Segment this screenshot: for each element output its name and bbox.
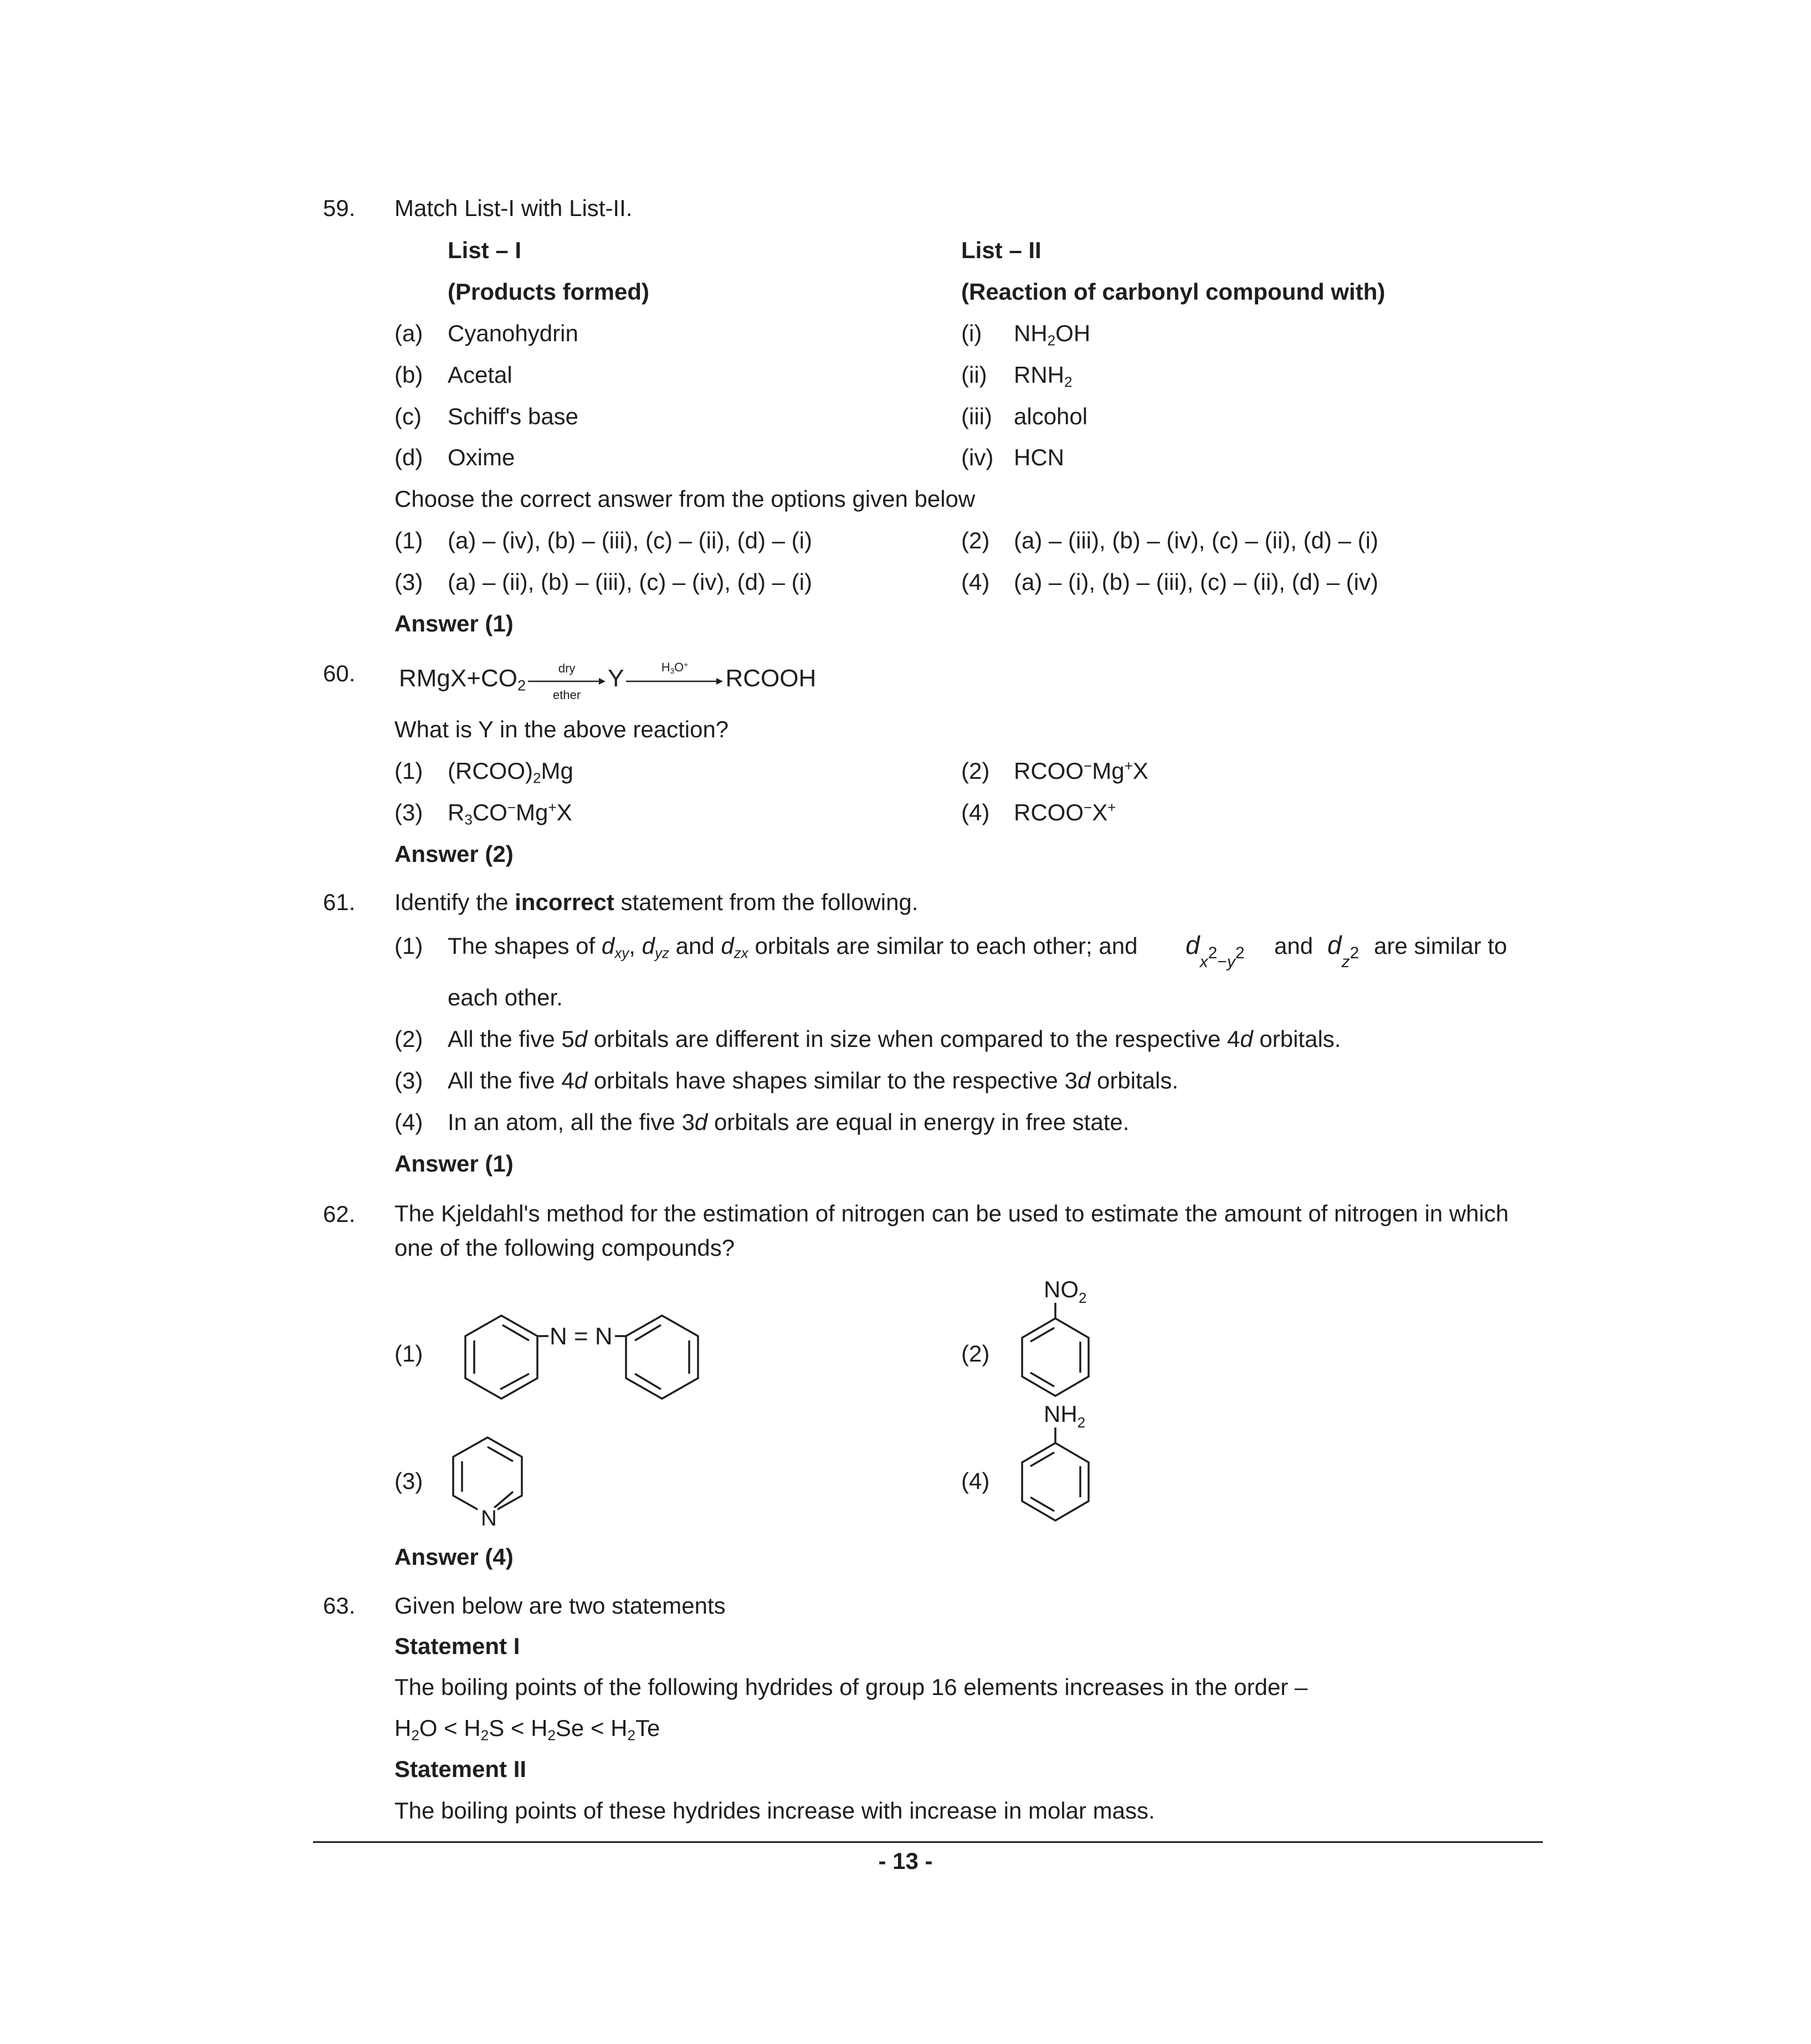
- option-text: and: [1274, 933, 1314, 959]
- option-text: are similar to: [1374, 933, 1507, 959]
- q63-prompt: Given below are two statements: [394, 1593, 726, 1619]
- option-key: (3): [394, 569, 423, 595]
- list1-key: (d): [394, 444, 423, 470]
- q59-prompt: Match List-I with List-II.: [394, 195, 633, 221]
- nitrobenzene-structure: [1014, 1274, 1097, 1407]
- hydride: $H_2S$: [464, 1715, 505, 1744]
- list2-title: List – II: [961, 237, 1042, 263]
- option-key: (4): [961, 1468, 990, 1494]
- q59-choose: Choose the correct answer from the options given below: [394, 486, 976, 512]
- q60-prompt: What is Y in the above reaction?: [394, 716, 729, 742]
- option-key: (2): [394, 1026, 423, 1052]
- list2-item: alcohol: [1014, 403, 1088, 429]
- hydride: $H_2Te$: [610, 1715, 660, 1744]
- aniline-structure: [1014, 1399, 1097, 1532]
- reaction-reactants: $RMgX+CO_2$: [399, 665, 526, 694]
- q61-prompt: Identify the incorrect statement from the following.: [394, 889, 919, 915]
- reaction-arrow-1: dry ether: [528, 671, 606, 688]
- option-key: (3): [394, 799, 423, 825]
- list2-key: (iv): [961, 444, 994, 470]
- list1-item: Schiff's base: [448, 403, 579, 429]
- list2-key: (iii): [961, 403, 992, 429]
- option-text: $(RCOO)_2Mg$: [448, 758, 573, 787]
- list1-item: Oxime: [448, 444, 515, 470]
- q60-number: 60.: [323, 660, 356, 686]
- pyridine-structure: [443, 1435, 532, 1534]
- option-key: (4): [394, 1109, 423, 1135]
- q60-reaction: [399, 660, 817, 702]
- option-text: (a) – (iv), (b) – (iii), (c) – (ii), (d) – (i): [448, 527, 812, 553]
- nitro-group-label: $NO_2$: [1044, 1276, 1087, 1306]
- q61-number: 61.: [323, 889, 356, 915]
- statement-2-text: The boiling points of these hydrides increase with increase in molar mass.: [394, 1798, 1155, 1824]
- q60-answer: Answer (2): [394, 841, 514, 867]
- option-key: (1): [394, 758, 423, 784]
- reaction-arrow-2: $H_3O^+$: [626, 671, 723, 688]
- option-key: (4): [961, 799, 990, 825]
- q62-answer: Answer (4): [394, 1544, 514, 1570]
- option-key: (2): [961, 527, 990, 553]
- boiling-point-order: $H_2O < H_2S < H_2Se < H_2Te$: [394, 1715, 660, 1744]
- option-key: (3): [394, 1468, 423, 1494]
- reaction-intermediate: Y: [608, 665, 624, 692]
- option-text: (a) – (ii), (b) – (iii), (c) – (iv), (d) – (i): [448, 569, 812, 595]
- q62-number: 62.: [323, 1201, 356, 1227]
- list1-key: (a): [394, 320, 423, 346]
- list2-subtitle: (Reaction of carbonyl compound with): [961, 279, 1386, 305]
- option-text: (a) – (iii), (b) – (iv), (c) – (ii), (d) – (i): [1014, 527, 1378, 553]
- option-text: (a) – (i), (b) – (iii), (c) – (ii), (d) – (iv): [1014, 569, 1378, 595]
- q59-answer: Answer (1): [394, 610, 514, 636]
- list1-title: List – I: [448, 237, 522, 263]
- list2-item: HCN: [1014, 444, 1064, 470]
- option-key: (2): [961, 758, 990, 784]
- q63-number: 63.: [323, 1593, 356, 1619]
- option-text: RCOO−Mg+X: [1014, 757, 1148, 784]
- q62-prompt: The Kjeldahl's method for the estimation of nitrogen can be used to estimate the amount of nitrogen in which one of the following compounds?: [394, 1200, 1509, 1261]
- q61-answer: Answer (1): [394, 1151, 514, 1177]
- page-number: - 13 -: [878, 1848, 933, 1874]
- option-key: (3): [394, 1067, 423, 1093]
- amino-group-label: $NH_2$: [1044, 1401, 1086, 1431]
- option-key: (2): [961, 1341, 990, 1367]
- option-text: All the five 5d orbitals are different in size when compared to the respective 4d orbitals.: [448, 1026, 1341, 1052]
- option-text: In an atom, all the five 3d orbitals are equal in energy in free state.: [448, 1109, 1130, 1135]
- statement-1-text: The boiling points of the following hydrides of group 16 elements increases in the order –: [394, 1674, 1308, 1700]
- option-key: (4): [961, 569, 990, 595]
- list2-item: $RNH_2$: [1014, 362, 1073, 391]
- option-text-continued: each other.: [448, 984, 563, 1010]
- list1-item: Acetal: [448, 362, 512, 388]
- option-key: (1): [394, 933, 423, 959]
- list2-key: (i): [961, 320, 982, 346]
- option-key: (1): [394, 1341, 423, 1367]
- d-z2-orbital: $d_{z2}$: [1327, 931, 1359, 971]
- list1-subtitle: (Products formed): [448, 279, 650, 305]
- footer-divider: [313, 1841, 1543, 1843]
- q59-number: 59.: [323, 195, 356, 221]
- option-text: $R_3CO^-Mg^+X$: [448, 799, 572, 828]
- list2-item: $NH_2OH$: [1014, 320, 1091, 349]
- option-text: The shapes of $d_{xy}$, $d_{yz}$ and $d_{zx}$ orbitals are similar to each other; and: [448, 933, 1138, 962]
- azo-group-label: N = N: [550, 1323, 613, 1350]
- list1-key: (c): [394, 403, 422, 429]
- statement-2-title: Statement II: [394, 1756, 527, 1782]
- option-text: All the five 4d orbitals have shapes similar to the respective 3d orbitals.: [448, 1067, 1179, 1093]
- reaction-product: RCOOH: [725, 665, 817, 692]
- hydride: $H_2O$: [394, 1715, 438, 1744]
- ring-nitrogen-label: N: [481, 1506, 497, 1531]
- d-x2-y2-orbital: $d_{x2-y2}$: [1186, 931, 1245, 971]
- list2-key: (ii): [961, 362, 987, 388]
- option-key: (1): [394, 527, 423, 553]
- list1-key: (b): [394, 362, 423, 388]
- azobenzene-structure: [443, 1313, 698, 1407]
- hydride: $H_2Se$: [531, 1715, 584, 1744]
- option-text: RCOO−X+: [1014, 799, 1116, 825]
- statement-1-title: Statement I: [394, 1633, 520, 1659]
- list1-item: Cyanohydrin: [448, 320, 578, 346]
